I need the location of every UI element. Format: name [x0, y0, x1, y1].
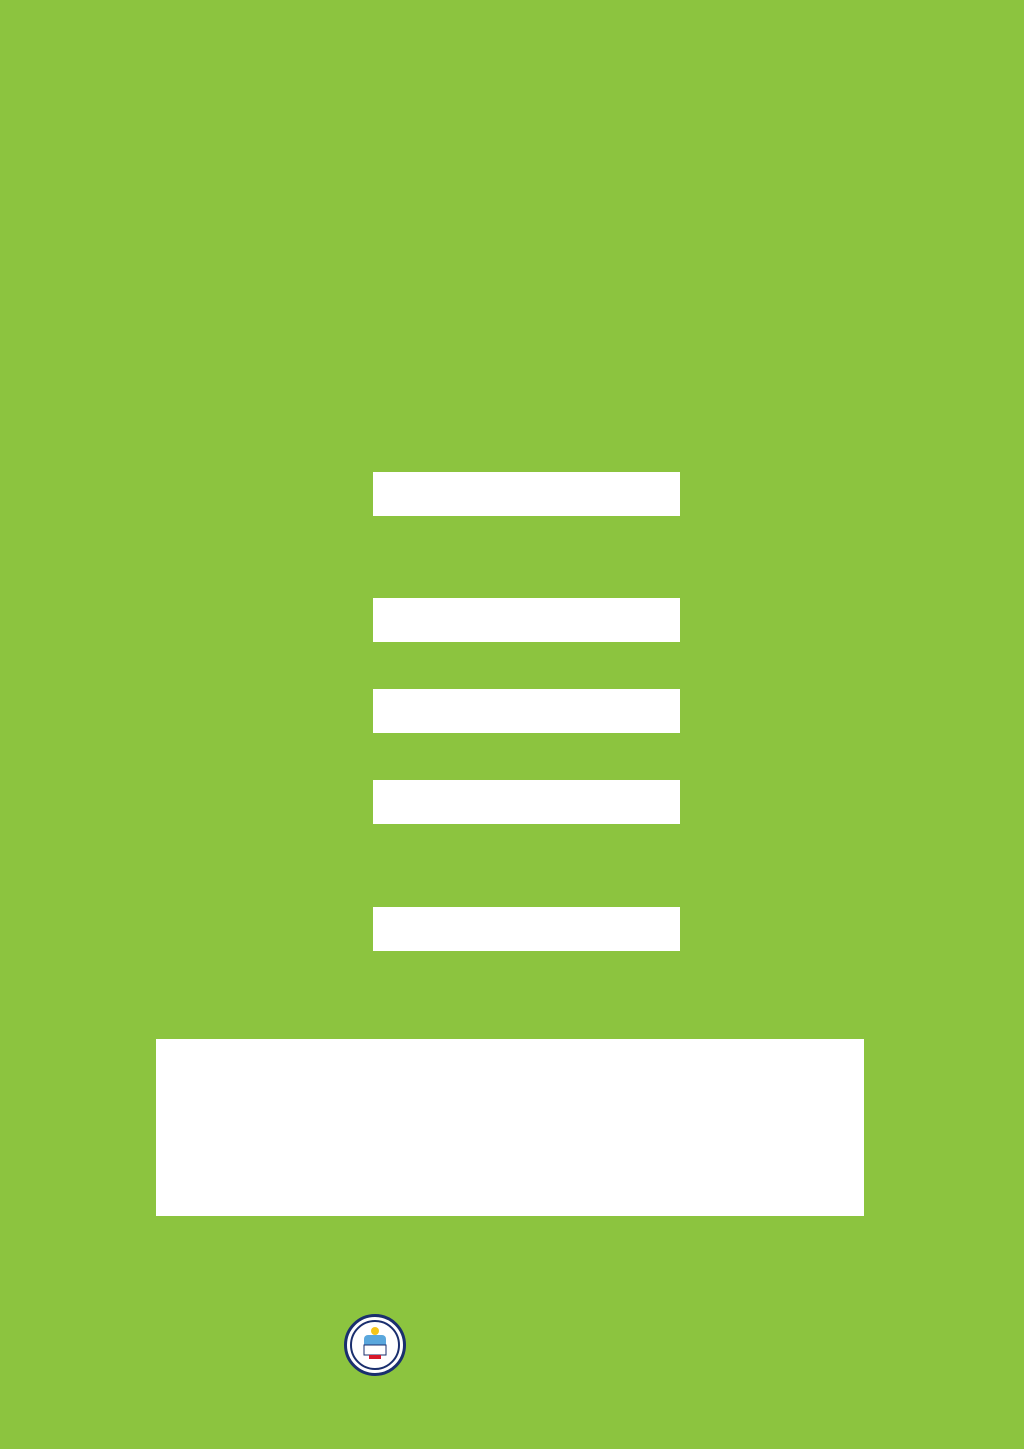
day-heading-lunes-09	[373, 472, 680, 516]
map-pins-top-decoration	[0, 0, 1024, 180]
corrientes-logo	[344, 1310, 644, 1400]
notice-box	[156, 1039, 864, 1216]
seal-emblem-icon	[347, 1317, 403, 1373]
day-heading-miercoles-11	[373, 689, 680, 733]
day-heading-martes-10	[373, 598, 680, 642]
day-heading-martes-17	[373, 907, 680, 951]
day-heading-jueves-12	[373, 780, 680, 824]
provincial-seal-icon	[344, 1314, 406, 1376]
